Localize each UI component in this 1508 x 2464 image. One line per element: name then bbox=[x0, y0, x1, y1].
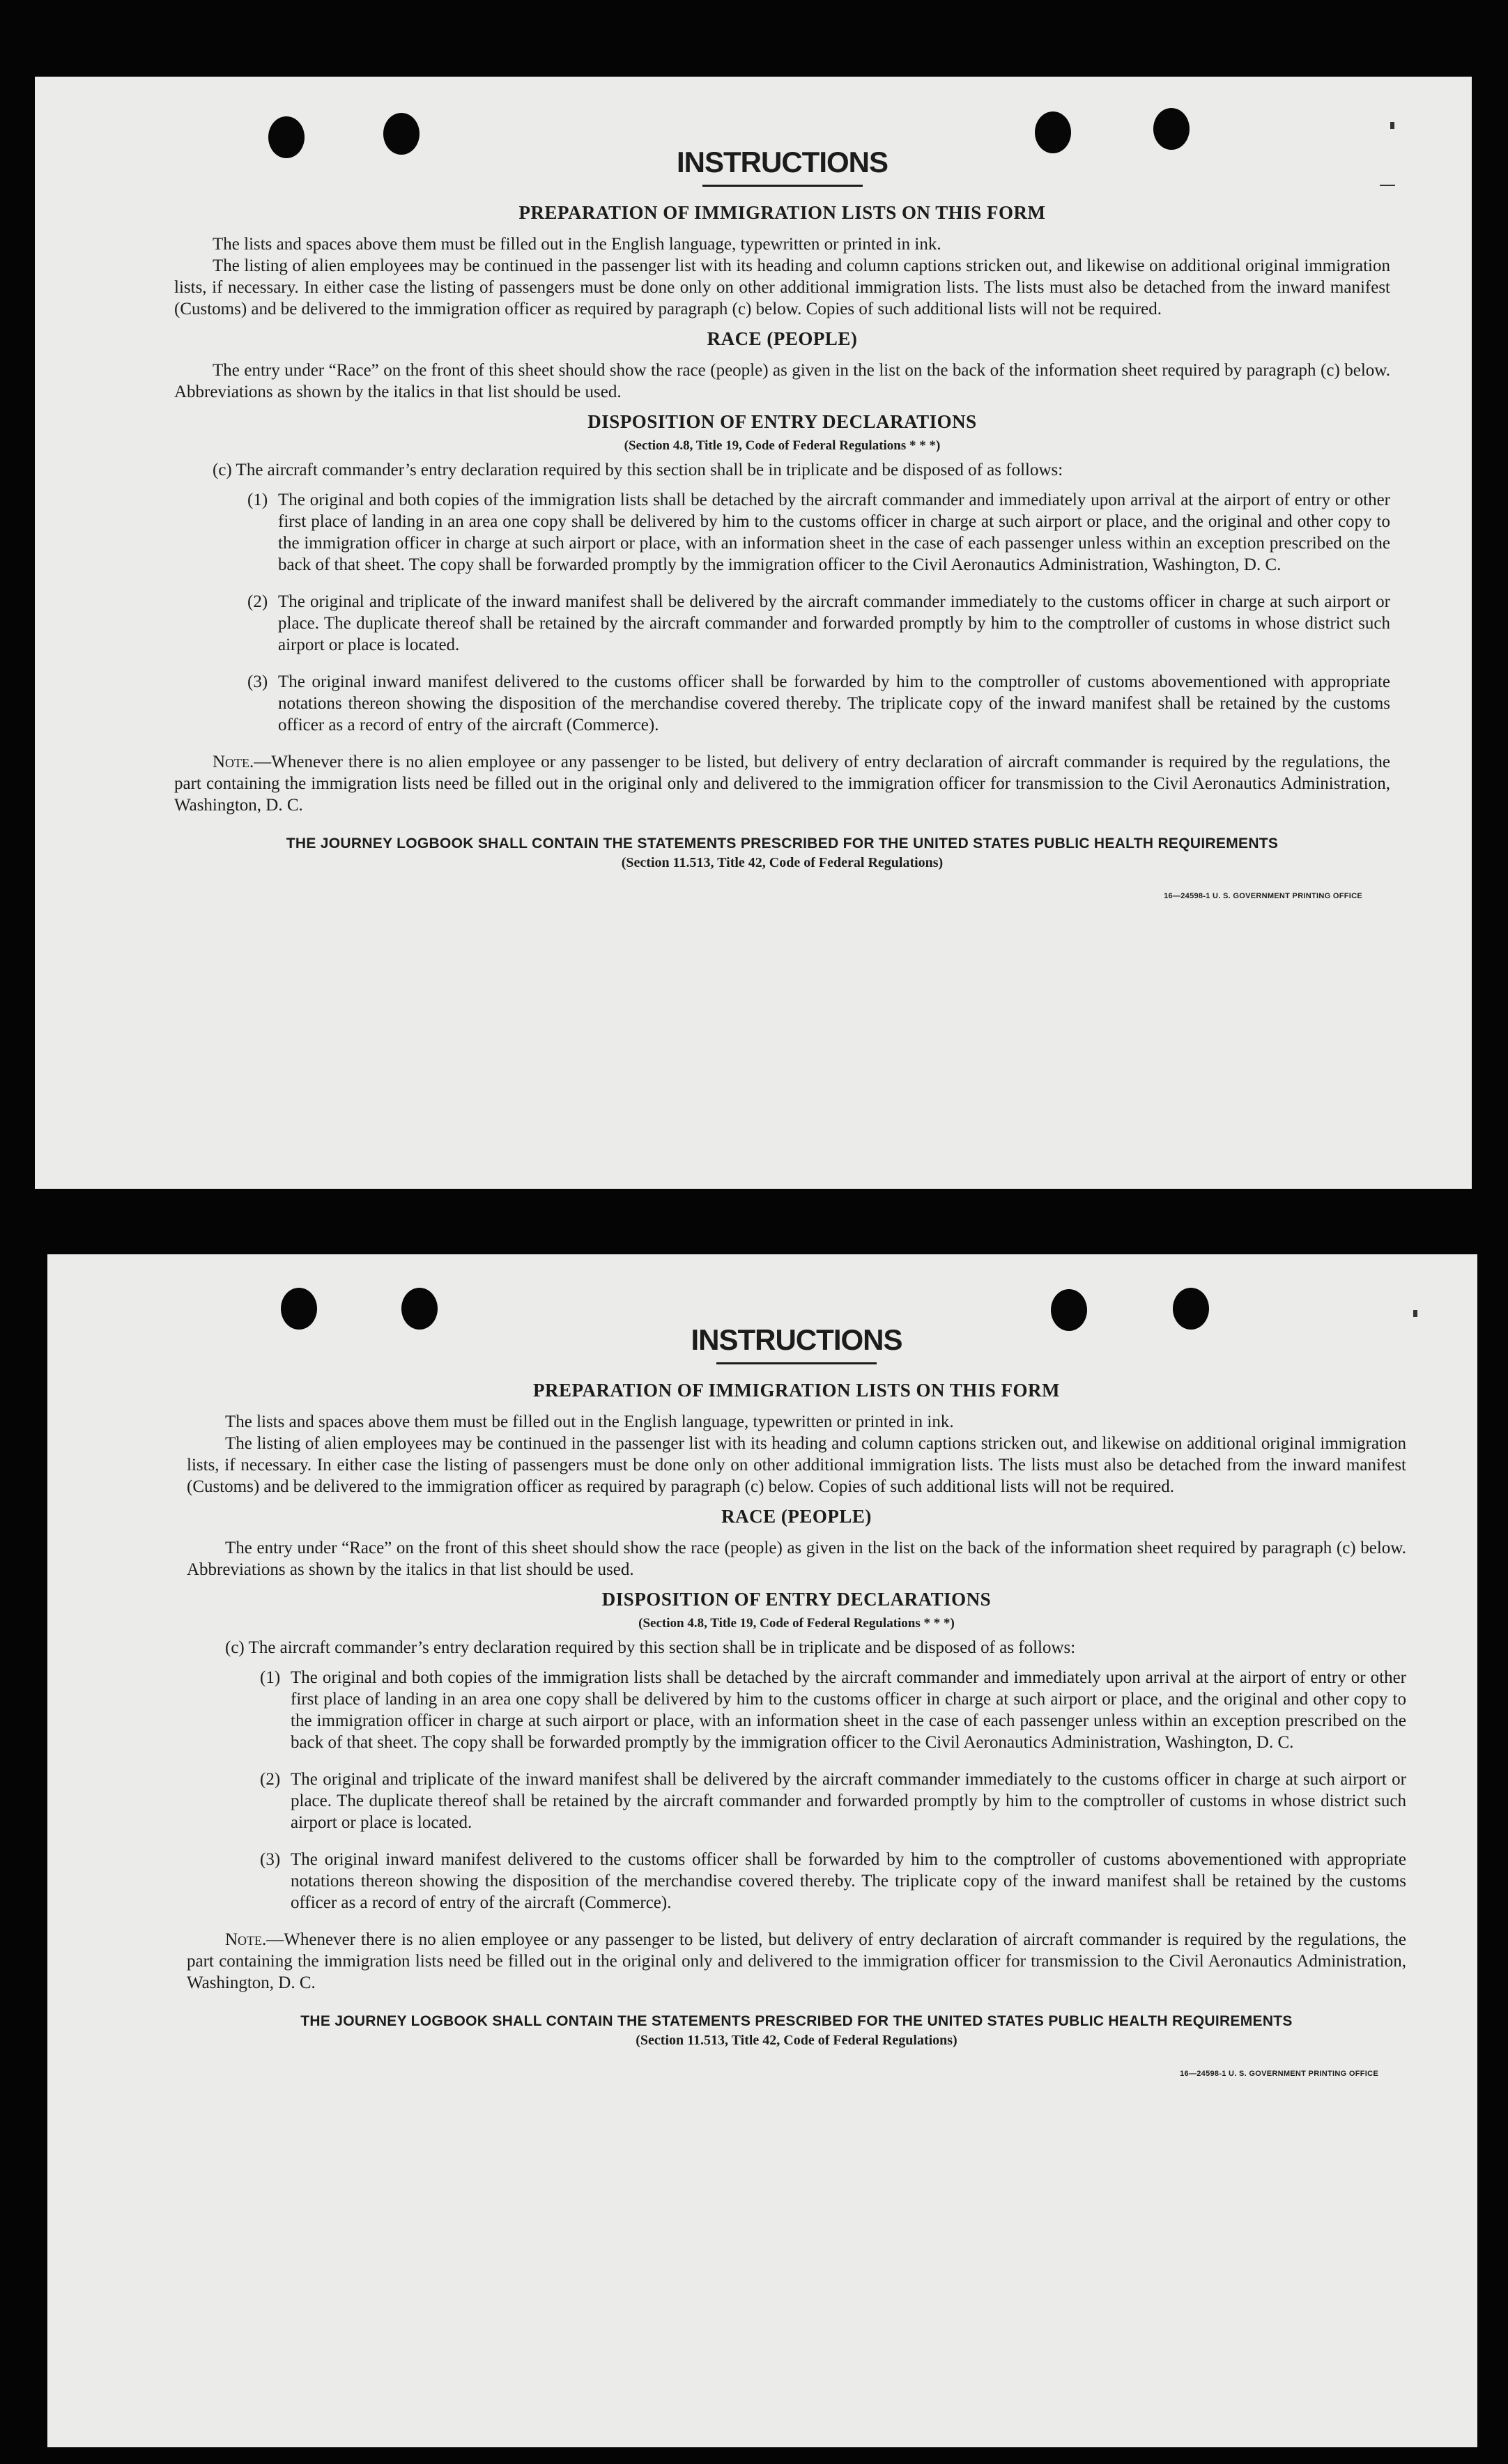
printer-imprint: 16—24598-1 U. S. GOVERNMENT PRINTING OFFICE bbox=[1180, 2070, 1378, 2078]
printer-imprint: 16—24598-1 U. S. GOVERNMENT PRINTING OFFICE bbox=[1164, 892, 1362, 900]
paragraph: The lists and spaces above them must be filled out in the English language, typewritten or printed in ink. bbox=[225, 1412, 954, 1431]
item-text: The original and triplicate of the inward manifest shall be delivered by the aircraft commander immediately to the customs officer in charge at such airport or place. The duplicate thereof shall be retained by the aircraft commander and forwarded promptly by him to the comptroller of customs in whose district such airport or place is located. bbox=[278, 592, 1390, 654]
list-item bbox=[260, 1667, 1406, 1753]
item-number: (2) bbox=[260, 1770, 281, 1789]
note-label: Note. bbox=[213, 753, 254, 771]
note-paragraph bbox=[174, 751, 1390, 816]
item-number: (3) bbox=[247, 672, 268, 691]
item-number: (1) bbox=[247, 491, 268, 509]
item-number: (2) bbox=[247, 592, 268, 611]
logbook-statement: THE JOURNEY LOGBOOK SHALL CONTAIN THE STATEMENTS PRESCRIBED FOR THE UNITED STATES PUBLIC HEALTH REQUIREMENTS bbox=[300, 2013, 1293, 2029]
speck-mark bbox=[1413, 1310, 1417, 1317]
paragraph-c: (c) The aircraft commander’s entry declaration required by this section shall be in triplicate and be disposed of as follows: bbox=[225, 1638, 1076, 1657]
title-underline bbox=[716, 1362, 877, 1364]
note-text: —Whenever there is no alien employee or any passenger to be listed, but delivery of entry declaration of aircraft commander is required by the regulations, the part containing the immigration lists need be filled out in the original only and delivered to the immigration officer for transmission to the Civil Aeronautics Administration, Washington, D. C. bbox=[187, 1930, 1406, 1992]
paragraph: The lists and spaces above them must be filled out in the English language, typewritten or printed in ink. bbox=[213, 235, 941, 254]
list-item bbox=[260, 1849, 1406, 1914]
instruction-sheet-bottom bbox=[47, 1254, 1477, 2447]
instruction-sheet-top bbox=[35, 77, 1472, 1189]
speck-mark bbox=[1390, 122, 1394, 129]
list-item bbox=[260, 1769, 1406, 1833]
list-item bbox=[247, 671, 1390, 736]
instructions-content bbox=[174, 143, 1390, 900]
paragraph-c: (c) The aircraft commander’s entry declaration required by this section shall be in triplicate and be disposed of as follows: bbox=[213, 461, 1063, 479]
paragraph: The entry under “Race” on the front of this sheet should show the race (people) as given in the list on the back of the information sheet required by paragraph (c) below. Abbreviations as shown by the italics in that list should be used. bbox=[187, 1539, 1406, 1579]
paragraph: The listing of alien employees may be continued in the passenger list with its heading and column captions stricken out, and likewise on additional original immigration lists, if necessary. In either case the listing of passengers must be done only on other additional immigration lists. The lists must also be detached from the inward manifest (Customs) and be delivered to the immigration officer as required by paragraph (c) below. Copies of such additional lists will not be required. bbox=[187, 1434, 1406, 1496]
logbook-citation: (Section 11.513, Title 42, Code of Federal Regulations) bbox=[621, 855, 944, 870]
page-title: INSTRUCTIONS bbox=[691, 1323, 902, 1356]
list-item bbox=[247, 591, 1390, 656]
page-title: INSTRUCTIONS bbox=[677, 146, 888, 178]
item-number: (1) bbox=[260, 1668, 281, 1687]
section-heading-preparation: PREPARATION OF IMMIGRATION LISTS ON THIS FORM bbox=[532, 1380, 1061, 1401]
regulation-citation: (Section 4.8, Title 19, Code of Federal Regulations * * *) bbox=[638, 1616, 955, 1631]
item-text: The original inward manifest delivered to the customs officer shall be forwarded by him to the comptroller of customs abovementioned with appropriate notations thereon showing the disposition of the merchandise covered thereby. The triplicate copy of the inward manifest shall be retained by the customs officer as a record of entry of the aircraft (Commerce). bbox=[278, 672, 1390, 734]
item-number: (3) bbox=[260, 1850, 281, 1869]
logbook-citation: (Section 11.513, Title 42, Code of Federal Regulations) bbox=[636, 2033, 957, 2048]
paragraph: The listing of alien employees may be continued in the passenger list with its heading and column captions stricken out, and likewise on additional original immigration lists, if necessary. In either case the listing of passengers must be done only on other additional immigration lists. The lists must also be detached from the inward manifest (Customs) and be delivered to the immigration officer as required by paragraph (c) below. Copies of such additional lists will not be required. bbox=[174, 256, 1390, 318]
section-heading-disposition: DISPOSITION OF ENTRY DECLARATIONS bbox=[587, 411, 977, 432]
note-label: Note. bbox=[225, 1930, 267, 1949]
section-heading-race: RACE (PEOPLE) bbox=[721, 1506, 872, 1527]
regulation-citation: (Section 4.8, Title 19, Code of Federal Regulations * * *) bbox=[624, 438, 941, 453]
section-heading-race: RACE (PEOPLE) bbox=[707, 328, 858, 349]
item-text: The original inward manifest delivered to the customs officer shall be forwarded by him to the comptroller of customs abovementioned with appropriate notations thereon showing the disposition of the merchandise covered thereby. The triplicate copy of the inward manifest shall be retained by the customs officer as a record of entry of the aircraft (Commerce). bbox=[291, 1850, 1406, 1912]
instructions-content bbox=[187, 1320, 1406, 2078]
item-text: The original and both copies of the immigration lists shall be detached by the aircraft commander and immediately upon arrival at the airport of entry or other first place of landing in an area one copy shall be delivered by him to the customs officer in charge at such airport or place, and the original and other copy to the immigration officer in charge at such airport or place, with an information sheet in the case of each passenger unless within an exception prescribed on the back of that sheet. The copy shall be forwarded promptly by the immigration officer to the Civil Aeronautics Administration, Washington, D. C. bbox=[278, 491, 1390, 574]
logbook-statement: THE JOURNEY LOGBOOK SHALL CONTAIN THE STATEMENTS PRESCRIBED FOR THE UNITED STATES PUBLIC HEALTH REQUIREMENTS bbox=[286, 836, 1279, 852]
paragraph: The entry under “Race” on the front of this sheet should show the race (people) as given in the list on the back of the information sheet required by paragraph (c) below. Abbreviations as shown by the italics in that list should be used. bbox=[174, 361, 1390, 401]
section-heading-preparation: PREPARATION OF IMMIGRATION LISTS ON THIS FORM bbox=[518, 202, 1046, 223]
section-heading-disposition: DISPOSITION OF ENTRY DECLARATIONS bbox=[601, 1589, 992, 1610]
item-text: The original and triplicate of the inward manifest shall be delivered by the aircraft commander immediately to the customs officer in charge at such airport or place. The duplicate thereof shall be retained by the aircraft commander and forwarded promptly by him to the comptroller of customs in whose district such airport or place is located. bbox=[291, 1770, 1406, 1832]
list-item bbox=[247, 489, 1390, 576]
note-text: —Whenever there is no alien employee or any passenger to be listed, but delivery of entry declaration of aircraft commander is required by the regulations, the part containing the immigration lists need be filled out in the original only and delivered to the immigration officer for transmission to the Civil Aeronautics Administration, Washington, D. C. bbox=[174, 753, 1390, 815]
item-text: The original and both copies of the immigration lists shall be detached by the aircraft commander and immediately upon arrival at the airport of entry or other first place of landing in an area one copy shall be delivered by him to the customs officer in charge at such airport or place, and the original and other copy to the immigration officer in charge at such airport or place, with an information sheet in the case of each passenger unless within an exception prescribed on the back of that sheet. The copy shall be forwarded promptly by the immigration officer to the Civil Aeronautics Administration, Washington, D. C. bbox=[291, 1668, 1406, 1752]
title-underline bbox=[702, 185, 863, 187]
note-paragraph bbox=[187, 1929, 1406, 1994]
